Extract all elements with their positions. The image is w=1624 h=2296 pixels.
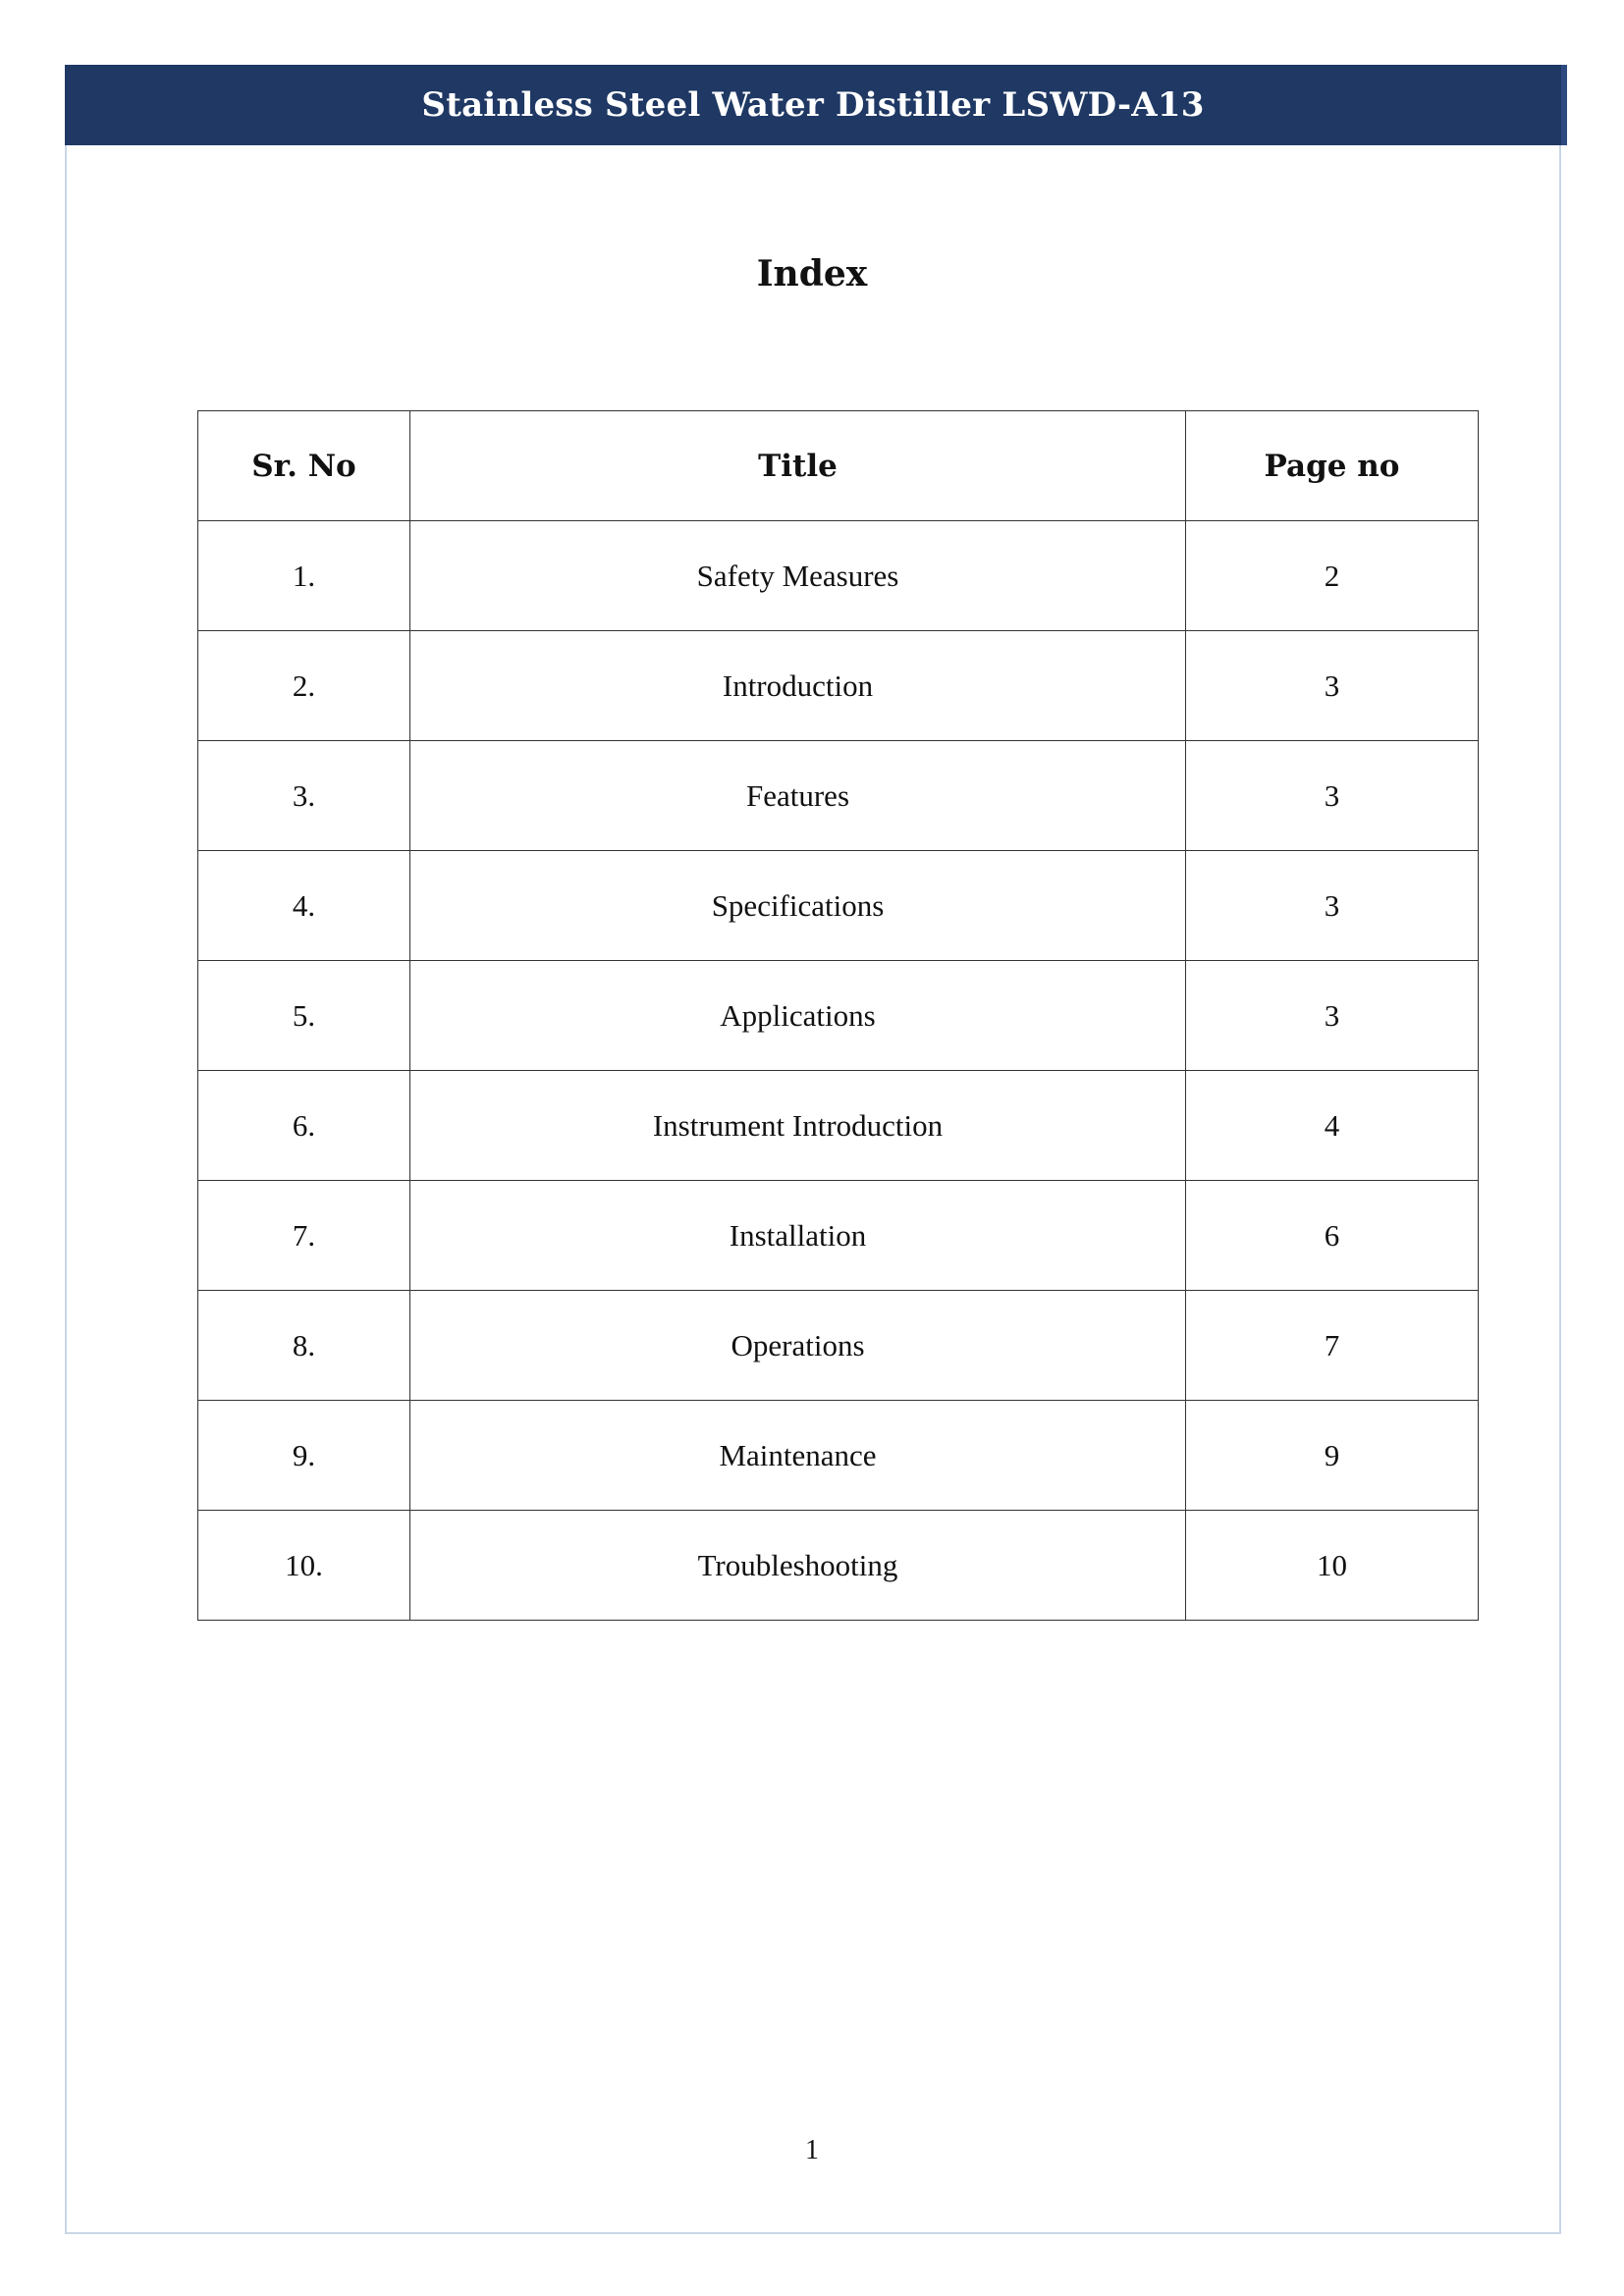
header-bar xyxy=(65,65,1567,145)
row-sr-no: 3. xyxy=(198,741,410,851)
row-sr-no: 1. xyxy=(198,521,410,631)
table-header-row xyxy=(198,411,1479,521)
row-title: Maintenance xyxy=(410,1401,1186,1511)
table-row xyxy=(198,1291,1479,1401)
table-row xyxy=(198,1181,1479,1291)
document-title: Stainless Steel Water Distiller LSWD-A13 xyxy=(421,85,1205,125)
row-title: Applications xyxy=(410,961,1186,1071)
table-row xyxy=(198,1071,1479,1181)
row-sr-no: 5. xyxy=(198,961,410,1071)
column-header-sr-no: Sr. No xyxy=(198,411,410,521)
table-row xyxy=(198,1511,1479,1621)
table-row xyxy=(198,631,1479,741)
row-title: Operations xyxy=(410,1291,1186,1401)
row-page-no: 2 xyxy=(1186,521,1479,631)
row-sr-no: 10. xyxy=(198,1511,410,1621)
index-table xyxy=(197,410,1479,1621)
row-page-no: 4 xyxy=(1186,1071,1479,1181)
row-page-no: 3 xyxy=(1186,741,1479,851)
row-sr-no: 2. xyxy=(198,631,410,741)
row-page-no: 3 xyxy=(1186,851,1479,961)
table-row xyxy=(198,1401,1479,1511)
row-title: Specifications xyxy=(410,851,1186,961)
table-row xyxy=(198,521,1479,631)
row-page-no: 7 xyxy=(1186,1291,1479,1401)
table-row xyxy=(198,961,1479,1071)
row-page-no: 3 xyxy=(1186,631,1479,741)
table-row xyxy=(198,741,1479,851)
row-title: Installation xyxy=(410,1181,1186,1291)
row-title: Troubleshooting xyxy=(410,1511,1186,1621)
table-row xyxy=(198,851,1479,961)
row-sr-no: 6. xyxy=(198,1071,410,1181)
page-number: 1 xyxy=(805,2135,819,2165)
column-header-title: Title xyxy=(410,411,1186,521)
row-title: Safety Measures xyxy=(410,521,1186,631)
row-page-no: 9 xyxy=(1186,1401,1479,1511)
row-sr-no: 9. xyxy=(198,1401,410,1511)
row-page-no: 10 xyxy=(1186,1511,1479,1621)
row-title: Features xyxy=(410,741,1186,851)
row-sr-no: 4. xyxy=(198,851,410,961)
row-page-no: 3 xyxy=(1186,961,1479,1071)
column-header-page-no: Page no xyxy=(1186,411,1479,521)
index-heading: Index xyxy=(756,253,868,294)
row-sr-no: 7. xyxy=(198,1181,410,1291)
row-sr-no: 8. xyxy=(198,1291,410,1401)
row-title: Introduction xyxy=(410,631,1186,741)
row-title: Instrument Introduction xyxy=(410,1071,1186,1181)
row-page-no: 6 xyxy=(1186,1181,1479,1291)
